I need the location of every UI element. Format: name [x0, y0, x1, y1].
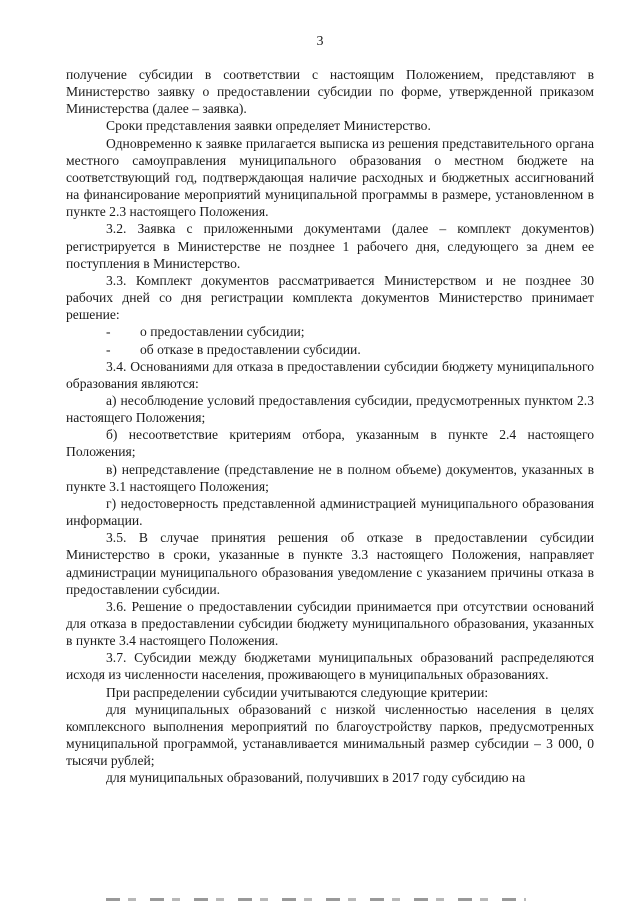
scan-artifact [106, 898, 526, 901]
list-item [66, 323, 594, 340]
list-dash: - [106, 324, 111, 340]
paragraph: 3.2. Заявка с приложенными документами (далее – комплект документов) регистрируется в Министерстве не позднее 1 рабочего дня, следующего за днем ее поступления в Министерство. [66, 221, 594, 271]
paragraph: При распределении субсидии учитываются следующие критерии: [106, 684, 489, 700]
paragraph: получение субсидии в соответствии с настоящим Положением, представляют в Министерство заявку о предоставлении субсидии по форме, утвержденной приказом Министерства (далее – заявка). [66, 67, 594, 117]
paragraph: 3.4. Основаниями для отказа в предоставлении субсидии бюджету муниципального образования являются: [66, 358, 594, 391]
paragraph: Сроки представления заявки определяет Министерство. [106, 118, 431, 134]
paragraph: б) несоответствие критериям отбора, указанным в пункте 2.4 настоящего Положения; [66, 427, 594, 460]
paragraph: для муниципальных образований, получивших в 2017 году субсидию на [106, 770, 526, 786]
paragraph: 3.3. Комплект документов рассматривается Министерством и не позднее 30 рабочих дней со дня регистрации комплекта документов Министерство принимает решение: [66, 272, 594, 323]
list-item [66, 341, 594, 358]
paragraph: а) несоблюдение условий предоставления субсидии, предусмотренных пунктом 2.3 настоящего Положения; [66, 392, 594, 426]
paragraph: в) непредставление (представление не в полном объеме) документов, указанных в пункте 3.1 настоящего Положения; [66, 461, 594, 494]
list-item-text: об отказе в предоставлении субсидии. [140, 341, 361, 357]
paragraph: 3.6. Решение о предоставлении субсидии принимается при отсутствии оснований для отказа в предоставлении субсидии бюджету муниципального образования, указанных в пункте 3.4 настоящего Положения. [66, 598, 594, 649]
document-body [66, 66, 594, 787]
list-item-text: о предоставлении субсидии; [140, 324, 305, 340]
list-dash: - [106, 341, 111, 357]
paragraph: 3.5. В случае принятия решения об отказе в предоставлении субсидии Министерство в сроки, указанные в пункте 3.3 настоящего Положения, направляет администрации муниципального образования уведомление с указанием причины отказа в предоставлении субсидии. [66, 530, 594, 597]
paragraph: г) недостоверность представленной администрацией муниципального образования информации. [66, 495, 594, 529]
paragraph: Одновременно к заявке прилагается выписка из решения представительного органа местного самоуправления муниципального образования о местном бюджете на соответствующий год, подтверждающая наличие расходных и бюджетных ассигнований на финансирование мероприятий муниципальной программы в размере, установленном в пункте 2.3 настоящего Положения. [66, 135, 594, 220]
paragraph: 3.7. Субсидии между бюджетами муниципальных образований распределяются исходя из численности населения, проживающего в муниципальных образованиях. [66, 650, 594, 683]
page-number: 3 [316, 34, 324, 49]
paragraph: для муниципальных образований с низкой численностью населения в целях комплексного выполнения мероприятий по благоустройству парков, предусмотренных муниципальной программой, устанавливается минимальный размер субсидии – 3 000, 0 тысячи рублей; [66, 701, 594, 769]
